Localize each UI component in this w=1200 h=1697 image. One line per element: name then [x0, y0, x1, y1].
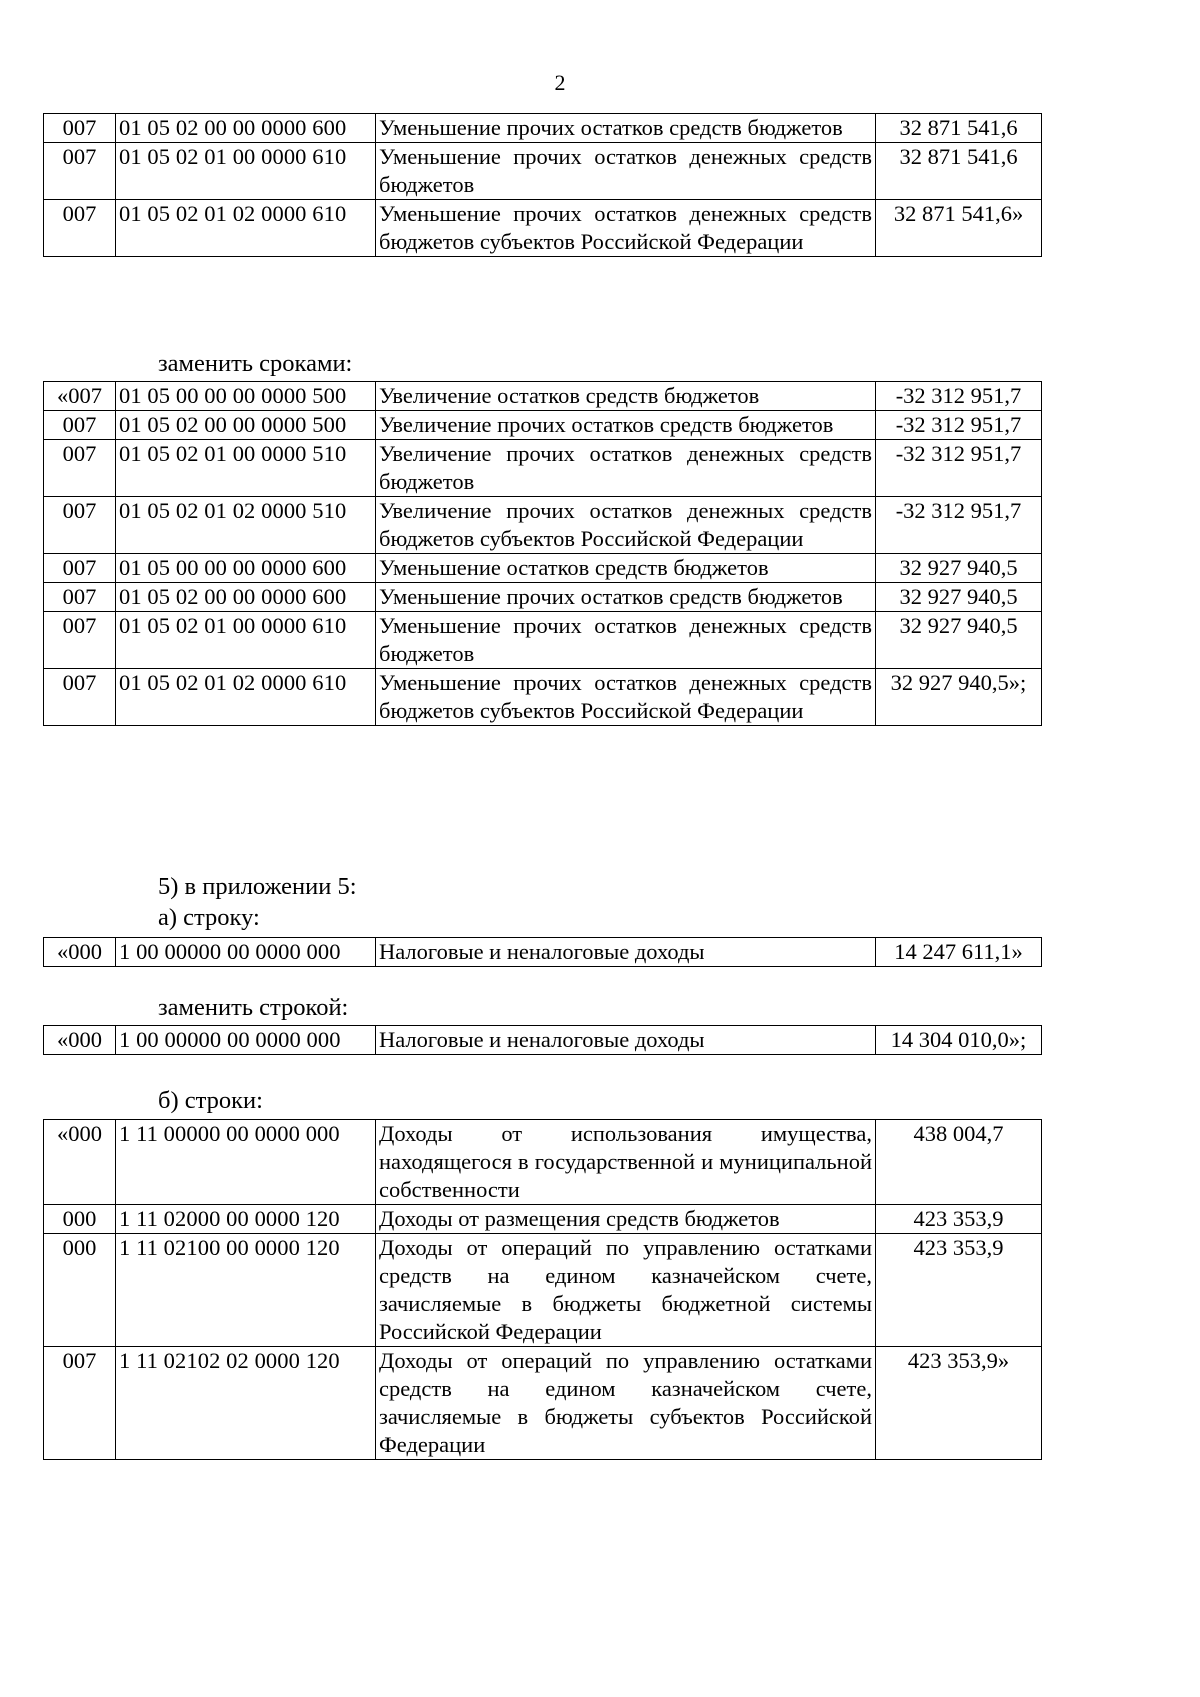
heading-a: а) строку: — [158, 904, 260, 931]
budget-code-cell: 01 05 02 00 00 0000 600 — [116, 114, 376, 143]
name-cell: Налоговые и неналоговые доходы — [376, 1026, 876, 1055]
admin-code-cell: 007 — [44, 612, 116, 669]
table-top — [43, 113, 1042, 257]
admin-code-cell: 000 — [44, 1205, 116, 1234]
budget-code-cell: 01 05 00 00 00 0000 600 — [116, 554, 376, 583]
amount-cell: 32 927 940,5»; — [876, 669, 1042, 726]
admin-code-cell: «000 — [44, 1120, 116, 1205]
amount-cell: 32 927 940,5 — [876, 583, 1042, 612]
table-b — [43, 1119, 1042, 1460]
amount-cell: -32 312 951,7 — [876, 411, 1042, 440]
budget-code-cell: 1 11 02102 02 0000 120 — [116, 1347, 376, 1460]
admin-code-cell: 000 — [44, 1234, 116, 1347]
name-cell: Увеличение прочих остатков денежных средств бюджетов субъектов Российской Федерации — [376, 497, 876, 554]
admin-code-cell: 007 — [44, 669, 116, 726]
admin-code-cell: 007 — [44, 114, 116, 143]
page-number: 2 — [554, 70, 566, 95]
name-cell: Уменьшение прочих остатков денежных средств бюджетов — [376, 612, 876, 669]
name-cell: Уменьшение прочих остатков средств бюджетов — [376, 583, 876, 612]
admin-code-cell: 007 — [44, 497, 116, 554]
heading-replace-lines: заменить сроками: — [158, 350, 353, 377]
admin-code-cell: 007 — [44, 554, 116, 583]
table-a-new — [43, 1025, 1042, 1055]
table-row — [44, 1205, 1042, 1234]
table-row — [44, 938, 1042, 967]
table-row — [44, 1234, 1042, 1347]
amount-cell: -32 312 951,7 — [876, 497, 1042, 554]
admin-code-cell: 007 — [44, 583, 116, 612]
admin-code-cell: «000 — [44, 1026, 116, 1055]
budget-code-cell: 01 05 02 01 00 0000 510 — [116, 440, 376, 497]
name-cell: Увеличение прочих остатков средств бюджетов — [376, 411, 876, 440]
table-replace — [43, 381, 1042, 726]
budget-code-cell: 01 05 02 01 00 0000 610 — [116, 612, 376, 669]
budget-code-cell: 01 05 02 01 00 0000 610 — [116, 143, 376, 200]
name-cell: Доходы от использования имущества, находящегося в государственной и муниципальной собственности — [376, 1120, 876, 1205]
heading-b: б) строки: — [158, 1087, 263, 1114]
budget-code-cell: 1 00 00000 00 0000 000 — [116, 1026, 376, 1055]
table-row — [44, 1347, 1042, 1460]
table-row — [44, 382, 1042, 411]
name-cell: Уменьшение прочих остатков денежных средств бюджетов субъектов Российской Федерации — [376, 200, 876, 257]
budget-code-cell: 1 00 00000 00 0000 000 — [116, 938, 376, 967]
table-row — [44, 114, 1042, 143]
amount-cell: 14 247 611,1» — [876, 938, 1042, 967]
budget-code-cell: 01 05 02 01 02 0000 510 — [116, 497, 376, 554]
amount-cell: 438 004,7 — [876, 1120, 1042, 1205]
name-cell: Увеличение остатков средств бюджетов — [376, 382, 876, 411]
amount-cell: 32 927 940,5 — [876, 554, 1042, 583]
budget-code-cell: 01 05 02 00 00 0000 500 — [116, 411, 376, 440]
budget-code-cell: 01 05 02 01 02 0000 610 — [116, 200, 376, 257]
amount-cell: 32 871 541,6» — [876, 200, 1042, 257]
budget-code-cell: 01 05 00 00 00 0000 500 — [116, 382, 376, 411]
amount-cell: 423 353,9» — [876, 1347, 1042, 1460]
amount-cell: -32 312 951,7 — [876, 382, 1042, 411]
name-cell: Уменьшение прочих остатков денежных средств бюджетов субъектов Российской Федерации — [376, 669, 876, 726]
name-cell: Уменьшение прочих остатков средств бюджетов — [376, 114, 876, 143]
table-row — [44, 200, 1042, 257]
table-row — [44, 554, 1042, 583]
name-cell: Уменьшение прочих остатков денежных средств бюджетов — [376, 143, 876, 200]
name-cell: Увеличение прочих остатков денежных средств бюджетов — [376, 440, 876, 497]
table-row — [44, 1026, 1042, 1055]
amount-cell: 423 353,9 — [876, 1205, 1042, 1234]
budget-code-cell: 1 11 02000 00 0000 120 — [116, 1205, 376, 1234]
name-cell: Налоговые и неналоговые доходы — [376, 938, 876, 967]
admin-code-cell: «000 — [44, 938, 116, 967]
heading-replace-line: заменить строкой: — [158, 994, 349, 1021]
table-row — [44, 440, 1042, 497]
admin-code-cell: 007 — [44, 411, 116, 440]
table-row — [44, 583, 1042, 612]
name-cell: Доходы от операций по управлению остатками средств на едином казначейском счете, зачисляемые в бюджеты субъектов Российской Федерации — [376, 1347, 876, 1460]
admin-code-cell: 007 — [44, 143, 116, 200]
table-a-old — [43, 937, 1042, 967]
amount-cell: -32 312 951,7 — [876, 440, 1042, 497]
name-cell: Уменьшение остатков средств бюджетов — [376, 554, 876, 583]
amount-cell: 32 871 541,6 — [876, 143, 1042, 200]
admin-code-cell: 007 — [44, 200, 116, 257]
amount-cell: 423 353,9 — [876, 1234, 1042, 1347]
budget-code-cell: 1 11 00000 00 0000 000 — [116, 1120, 376, 1205]
table-row — [44, 612, 1042, 669]
table-row — [44, 669, 1042, 726]
amount-cell: 32 927 940,5 — [876, 612, 1042, 669]
table-row — [44, 1120, 1042, 1205]
table-row — [44, 143, 1042, 200]
amount-cell: 14 304 010,0»; — [876, 1026, 1042, 1055]
table-row — [44, 497, 1042, 554]
budget-code-cell: 1 11 02100 00 0000 120 — [116, 1234, 376, 1347]
admin-code-cell: 007 — [44, 440, 116, 497]
budget-code-cell: 01 05 02 01 02 0000 610 — [116, 669, 376, 726]
name-cell: Доходы от операций по управлению остатками средств на едином казначейском счете, зачисляемые в бюджеты бюджетной системы Российской Федерации — [376, 1234, 876, 1347]
heading-appendix: 5) в приложении 5: — [158, 873, 357, 900]
admin-code-cell: «007 — [44, 382, 116, 411]
admin-code-cell: 007 — [44, 1347, 116, 1460]
amount-cell: 32 871 541,6 — [876, 114, 1042, 143]
budget-code-cell: 01 05 02 00 00 0000 600 — [116, 583, 376, 612]
table-row — [44, 411, 1042, 440]
name-cell: Доходы от размещения средств бюджетов — [376, 1205, 876, 1234]
